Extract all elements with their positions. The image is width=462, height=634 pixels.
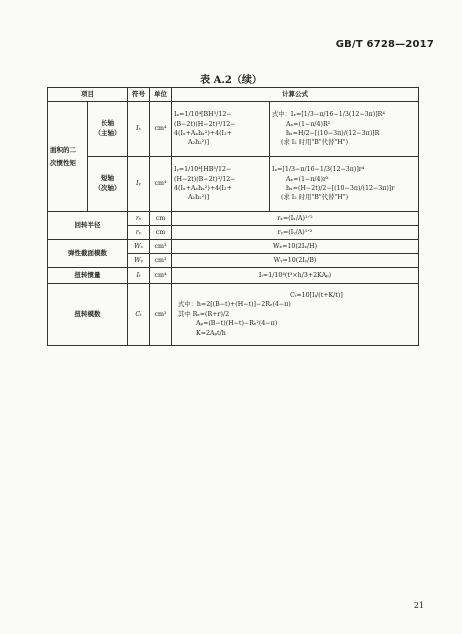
- table-row-radius-x: [48, 212, 419, 226]
- short-axis-corner-formula: Iₓ=[1/3−π/16−1/3(12−3π)]r⁴ Aₓ=(1−π/4)r² hₓ=(H−2t)/2−[(10−3π)/(12−3π)]r (求 I₂ 时用"B"代替"H"): [270, 157, 419, 212]
- table-title: 表 A.2（续）: [200, 75, 262, 86]
- modulus-y-unit: cm³: [150, 254, 172, 268]
- table-header-row: [48, 88, 419, 102]
- radius-x-symbol: rₓ: [128, 212, 150, 226]
- radius-of-gyration-label: 回转半径: [48, 212, 128, 240]
- table-row-short-axis: [48, 157, 419, 212]
- table-row-modulus-x: [48, 240, 419, 254]
- long-axis-corner-formula: 式中：Iₓ=[1/3−π/16−1/3(12−3π)]R⁴ Aₓ=(1−π/4)R² hₓ=H/2−[(10−3π)/(12−3π)]R (求 I₂ 时用"B"代替"H"): [270, 102, 419, 157]
- radius-x-unit: cm: [150, 212, 172, 226]
- radius-y-formula: rᵧ=(Iᵧ/A)¹ᐟ²: [172, 226, 419, 240]
- modulus-x-formula: Wₓ=10(2Iₓ/H): [172, 240, 419, 254]
- col-header-unit: 单位: [150, 88, 172, 102]
- modulus-x-symbol: Wₓ: [128, 240, 150, 254]
- short-axis-label: 短轴 （次轴）: [88, 157, 128, 212]
- torsion-constant-label: 扭转惯量: [48, 268, 128, 284]
- section-modulus-label: 弹性截面模数: [48, 240, 128, 268]
- modulus-y-symbol: Wᵧ: [128, 254, 150, 268]
- torsion-constant-symbol: Iₜ: [128, 268, 150, 284]
- long-axis-symbol: Iₓ: [128, 102, 150, 157]
- col-header-symbol: 符号: [128, 88, 150, 102]
- col-header-formula: 计算公式: [172, 88, 419, 102]
- radius-x-formula: rₓ=(Iₓ/A)¹ᐟ²: [172, 212, 419, 226]
- short-axis-formula: Iᵧ=1/10⁴[HB³/12− (H−2t)(B−2t)³/12− 4(Iₓ+Aₓhₓ²)+4(I₂+ A₂h₂²)]: [172, 157, 270, 212]
- torsion-modulus-label: 扭转模数: [48, 284, 128, 346]
- short-axis-symbol: Iᵧ: [128, 157, 150, 212]
- radius-y-symbol: rᵧ: [128, 226, 150, 240]
- long-axis-unit: cm⁴: [150, 102, 172, 157]
- modulus-x-unit: cm³: [150, 240, 172, 254]
- long-axis-label: 长轴 （主轴）: [88, 102, 128, 157]
- torsion-modulus-formula: Cₜ=10[Iₜ/(t+K/t)] 式中：h=2[(B−t)+(H−t)]−2Rₑ(4−π) 其中 Rₑ=(R+r)/2 Aₚ=(B−t)(H−t)−Rₑ²(4−π) K=2Aₚt/h: [172, 284, 419, 346]
- modulus-y-formula: Wᵧ=10(2Iᵧ/B): [172, 254, 419, 268]
- standard-code: GB/T 6728—2017: [335, 39, 434, 50]
- long-axis-formula: Iₓ=1/10⁴[BH³/12− (B−2t)(H−2t)³/12− 4(Iₓ+Aₓhₓ²)+4(I₂+ A₂h₂²)]: [172, 102, 270, 157]
- table-row-long-axis: [48, 102, 419, 157]
- moment-of-inertia-label: 面积的二 次惯性矩: [48, 102, 88, 212]
- page-number: 21: [413, 601, 424, 610]
- torsion-constant-unit: cm⁴: [150, 268, 172, 284]
- properties-table: [47, 87, 419, 346]
- torsion-modulus-unit: cm³: [150, 284, 172, 346]
- table-row-torsion-modulus: [48, 284, 419, 346]
- short-axis-unit: cm⁴: [150, 157, 172, 212]
- table-row-torsion-constant: [48, 268, 419, 284]
- col-header-item: 项目: [48, 88, 128, 102]
- torsion-constant-formula: Iₜ=1/10⁴(t³×h/3+2KAₚ): [172, 268, 419, 284]
- radius-y-unit: cm: [150, 226, 172, 240]
- torsion-modulus-symbol: Cₜ: [128, 284, 150, 346]
